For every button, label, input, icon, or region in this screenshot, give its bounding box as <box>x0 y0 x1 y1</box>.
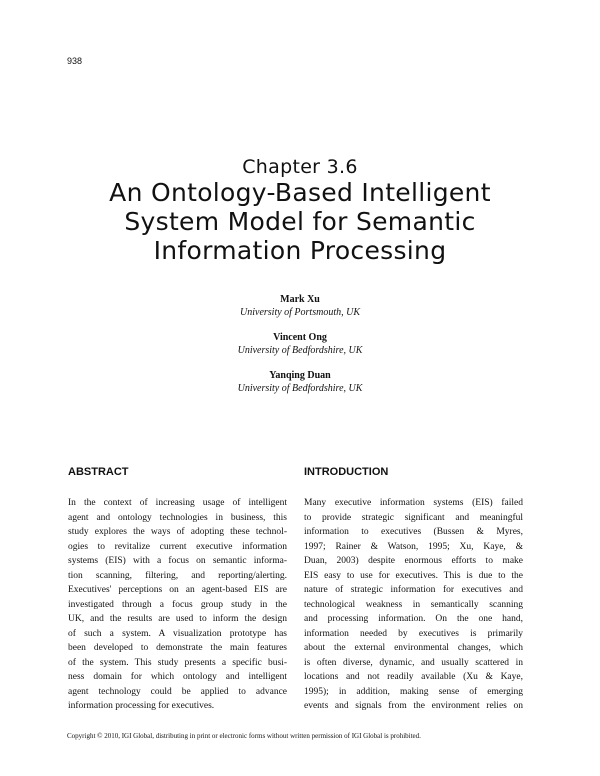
page-number: 938 <box>67 56 83 66</box>
abstract-line: investigated through a focus group study in the <box>68 599 287 610</box>
introduction-line: Duan, 2003) despite enormous efforts to make <box>304 556 523 566</box>
author-affiliation: University of Bedfordshire, UK <box>237 345 363 356</box>
author-block <box>0 369 600 395</box>
introduction-line: technological weakness in semantically scanning <box>304 599 523 610</box>
introduction-line: Many executive information systems (EIS) failed <box>304 498 523 508</box>
abstract-line: systems (EIS) with a focus on semantic informa- <box>68 556 287 566</box>
author-name: Mark Xu <box>280 294 320 305</box>
abstract-line: of such a system. A visualization prototype has <box>68 628 287 639</box>
chapter-label: Chapter 3.6 <box>242 156 358 178</box>
abstract-line: ogies to revitalize current executive information <box>68 541 287 552</box>
author-affiliation: University of Portsmouth, UK <box>240 307 360 318</box>
author-block <box>0 293 600 319</box>
abstract-line: agent and ontology technologies in business, this <box>68 512 287 523</box>
introduction-line: information needed by executives is primarily <box>304 628 523 639</box>
introduction-line: about the external environmental changes, which <box>304 643 523 653</box>
introduction-line: EIS easy to use for executives. This is due to the <box>304 570 523 581</box>
introduction-line: 1995); in addition, making sense of emerging <box>304 686 523 697</box>
author-name: Yanqing Duan <box>269 370 331 381</box>
introduction-body <box>304 496 523 714</box>
abstract-line: been developed to demonstrate the main features <box>68 643 287 653</box>
abstract-heading: ABSTRACT <box>68 466 129 478</box>
abstract-line: tion scanning, filtering, and reporting/alerting. <box>68 570 287 581</box>
introduction-line: 1997; Rainer & Watson, 1995; Xu, Kaye, & <box>304 541 523 552</box>
abstract-line: information processing for executives. <box>68 701 215 711</box>
copyright-footer: Copyright © 2010, IGI Global, distributing in print or electronic forms without written permission of IGI Global is prohibited. <box>67 732 421 740</box>
introduction-line: information to executives (Bussen & Myres, <box>304 527 523 537</box>
abstract-line: Executives' perceptions on an agent-based EIS are <box>68 585 287 595</box>
abstract-line: of the system. This study presents a specific busi- <box>68 657 287 668</box>
title-line: An Ontology-Based Intelligent <box>109 178 491 207</box>
introduction-line: to provide strategic significant and meaningful <box>304 512 523 523</box>
abstract-line: study explores the ways of adopting these technol- <box>68 527 287 537</box>
abstract-body <box>68 496 287 714</box>
abstract-line: ness domain for which ontology and intelligent <box>68 672 287 682</box>
introduction-line: and processing information. On the one hand, <box>304 614 523 624</box>
title-line: Information Processing <box>153 236 447 265</box>
abstract-line: UK, and the results are used to inform the design <box>68 614 287 624</box>
abstract-line: agent technology could be applied to advance <box>68 686 287 697</box>
introduction-line: events and signals from the environment relies on <box>304 701 523 711</box>
author-block <box>0 331 600 357</box>
author-affiliation: University of Bedfordshire, UK <box>237 383 363 394</box>
introduction-line: locations and not readily available (Xu & Kaye, <box>304 672 523 682</box>
author-name: Vincent Ong <box>273 332 327 343</box>
title-line: System Model for Semantic <box>124 207 476 236</box>
chapter-title <box>40 178 560 265</box>
introduction-line: is often diverse, dynamic, and usually scattered in <box>304 657 523 668</box>
introduction-heading: INTRODUCTION <box>304 466 389 478</box>
introduction-line: nature of strategic information for executives and <box>304 585 523 595</box>
abstract-line: In the context of increasing usage of intelligent <box>68 498 287 508</box>
